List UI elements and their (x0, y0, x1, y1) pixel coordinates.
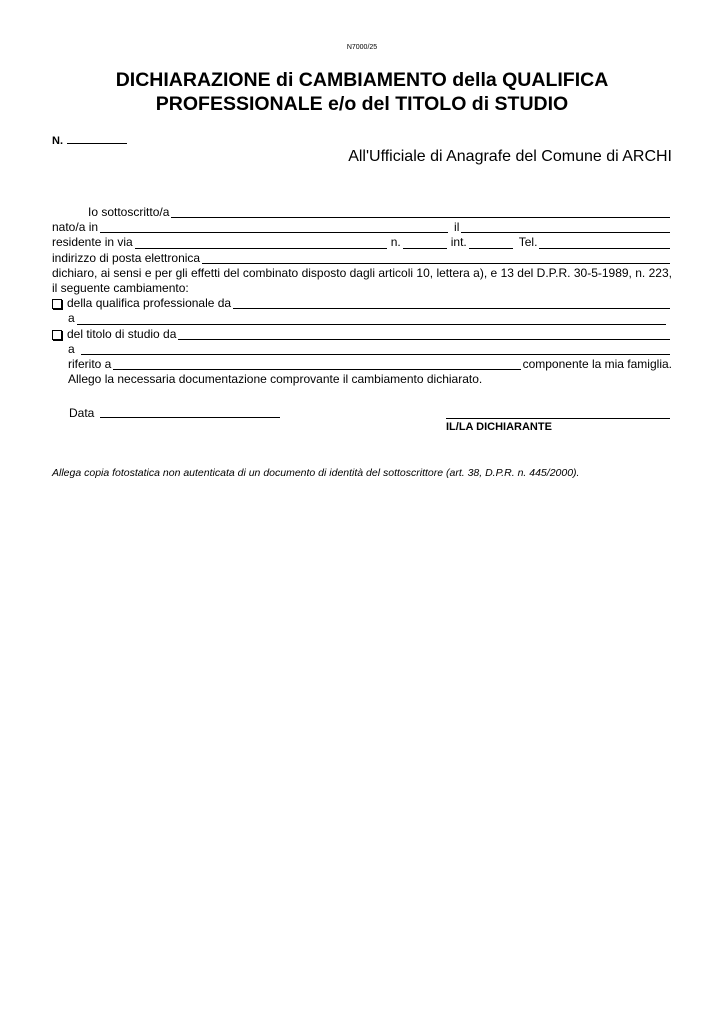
titolo-to-row (52, 342, 672, 357)
date-label: Data (69, 406, 95, 420)
title-line-1: DICHIARAZIONE di CAMBIAMENTO della QUALIFICA (115, 69, 609, 91)
footnote: Allega copia fotostatica non autenticata di un documento di identità del sottoscrittore (art. 38, D.P.R. n. 445/2000). (52, 467, 580, 479)
sottoscritto-field[interactable] (171, 206, 670, 218)
nato-row (52, 220, 672, 235)
qualifica-checkbox[interactable] (52, 299, 62, 309)
number-label: N. (52, 135, 63, 147)
qualifica-from-field[interactable] (233, 297, 670, 309)
riferito-label: riferito a (68, 357, 112, 372)
page-title (40, 68, 684, 116)
riferito-row (52, 357, 672, 372)
componente-label: componente la mia famiglia. (522, 357, 672, 372)
addressee: All'Ufficiale di Anagrafe del Comune di ARCHI (348, 148, 672, 165)
qualifica-row (52, 296, 672, 311)
titolo-row (52, 327, 672, 342)
title-line-2: PROFESSIONALE e/o del TITOLO di STUDIO (155, 93, 569, 115)
email-row (52, 251, 672, 266)
street-field[interactable] (135, 237, 387, 249)
sottoscritto-label: Io sottoscritto/a (88, 205, 170, 219)
protocol-number (52, 133, 127, 147)
titolo-from-field[interactable] (178, 328, 670, 340)
allego-text: Allego la necessaria documentazione comprovante il cambiamento dichiarato. (68, 372, 483, 387)
qualifica-a-label: a (68, 311, 75, 326)
signature-label: IL/LA DICHIARANTE (446, 421, 552, 433)
house-number-field[interactable] (403, 237, 447, 249)
email-field[interactable] (202, 252, 670, 264)
email-label: indirizzo di posta elettronica (52, 250, 201, 265)
signature-field[interactable] (446, 405, 670, 419)
qualifica-to-field[interactable] (77, 313, 666, 325)
qualifica-to-row (52, 311, 672, 326)
residente-row (52, 235, 672, 250)
titolo-label: del titolo di studio da (67, 326, 177, 341)
date-row (69, 406, 280, 420)
date-field[interactable] (100, 406, 280, 418)
form-code: N7000/25 (346, 44, 378, 51)
titolo-a-label: a (68, 341, 75, 356)
form-body (52, 205, 672, 387)
sottoscritto-row (52, 205, 672, 220)
riferito-field[interactable] (113, 358, 520, 370)
il-label: il (454, 220, 460, 235)
int-label: int. (450, 235, 467, 250)
titolo-checkbox[interactable] (52, 330, 62, 340)
declaration-text: dichiaro, ai sensi e per gli effetti del combinato disposto dagli articoli 10, lettera a), e 13 del D.P.R. 30-5-1989, n. 223, il seguente cambiamento: (52, 265, 672, 296)
phone-field[interactable] (539, 237, 670, 249)
residente-label: residente in via (52, 235, 133, 250)
nato-label: nato/a in (52, 220, 99, 235)
n-label: n. (390, 235, 401, 250)
qualifica-label: della qualifica professionale da (67, 296, 232, 311)
birthplace-field[interactable] (100, 221, 448, 233)
titolo-to-field[interactable] (81, 343, 670, 355)
number-field[interactable] (67, 133, 127, 144)
tel-label: Tel. (518, 235, 538, 250)
interior-field[interactable] (469, 237, 513, 249)
birthdate-field[interactable] (461, 221, 670, 233)
